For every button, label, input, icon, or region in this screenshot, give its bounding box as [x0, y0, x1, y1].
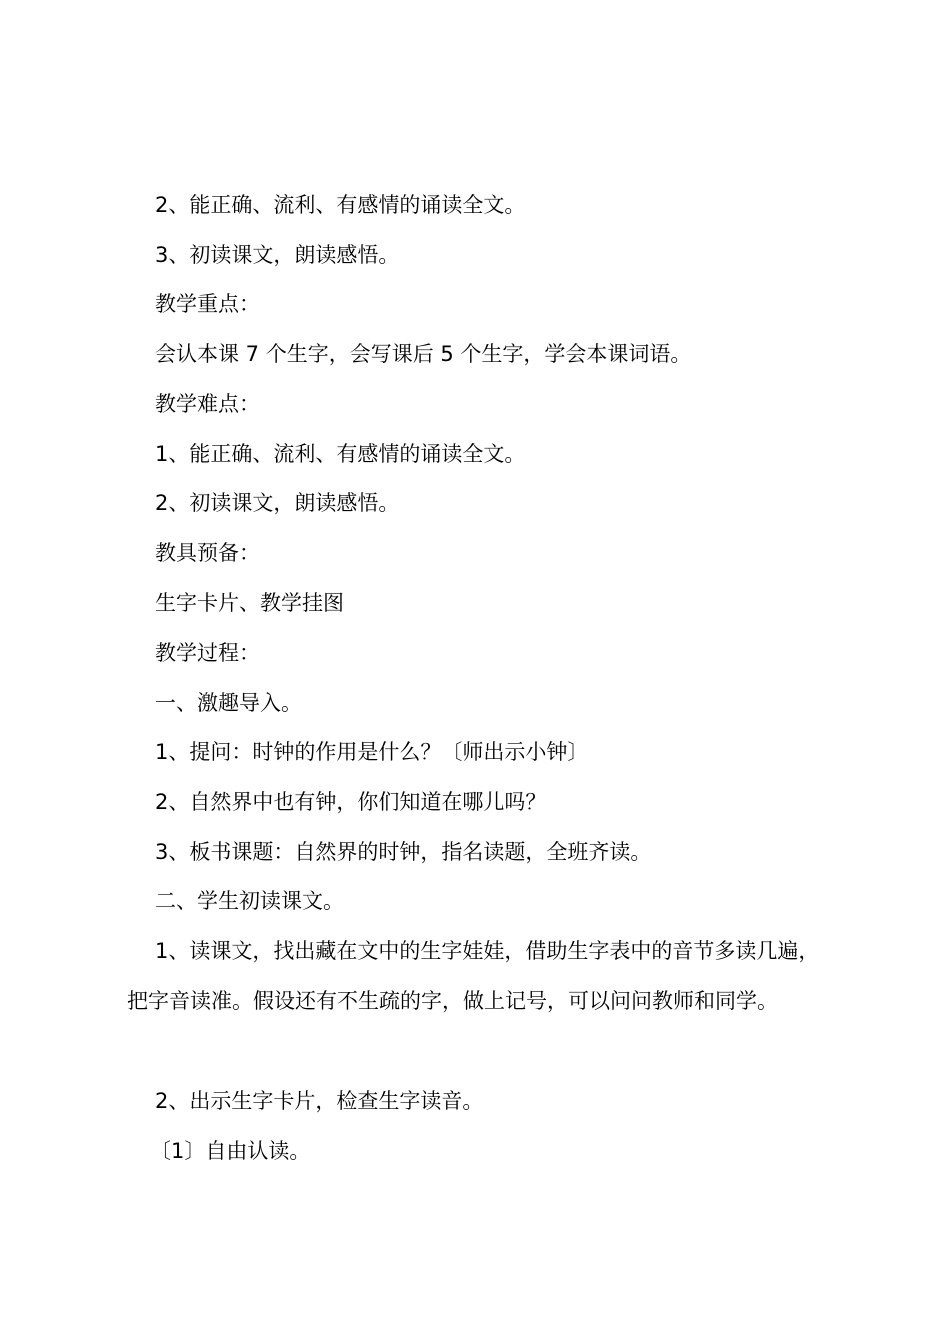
body-paragraph: 1、读课文，找出藏在文中的生字娃娃，借助生字表中的音节多读几遍，把字音读准。假设还有不生疏的字，做上记号，可以问问教师和同学。 — [127, 939, 820, 1013]
text-line: 2、自然界中也有钟，你们知道在哪儿吗？ — [155, 790, 547, 814]
text-line: 2、出示生字卡片，检查生字读音。 — [155, 1089, 484, 1113]
section-heading: 教具预备： — [155, 541, 260, 565]
text-line: 3、初读课文，朗读感悟。 — [155, 243, 400, 267]
section-heading: 教学难点： — [155, 392, 260, 416]
text-line: 〔1〕自由认读。 — [150, 1139, 311, 1163]
text-line: 1、提问：时钟的作用是什么？〔师出示小钟〕 — [155, 740, 589, 764]
section-heading: 教学过程： — [155, 641, 260, 665]
text-line: 二、学生初读课文。 — [155, 889, 344, 913]
text-line: 3、板书课题：自然界的时钟，指名读题，全班齐读。 — [155, 840, 652, 864]
text-line: 1、能正确、流利、有感情的诵读全文。 — [155, 442, 526, 466]
text-line: 2、初读课文，朗读感悟。 — [155, 491, 400, 515]
text-line: 生字卡片、教学挂图 — [155, 591, 344, 615]
text-line: 会认本课 7 个生字，会写课后 5 个生字，学会本课词语。 — [155, 342, 692, 366]
text-line: 2、能正确、流利、有感情的诵读全文。 — [155, 193, 526, 217]
section-heading: 教学重点： — [155, 292, 260, 316]
text-line: 一、激趣导入。 — [155, 691, 302, 715]
